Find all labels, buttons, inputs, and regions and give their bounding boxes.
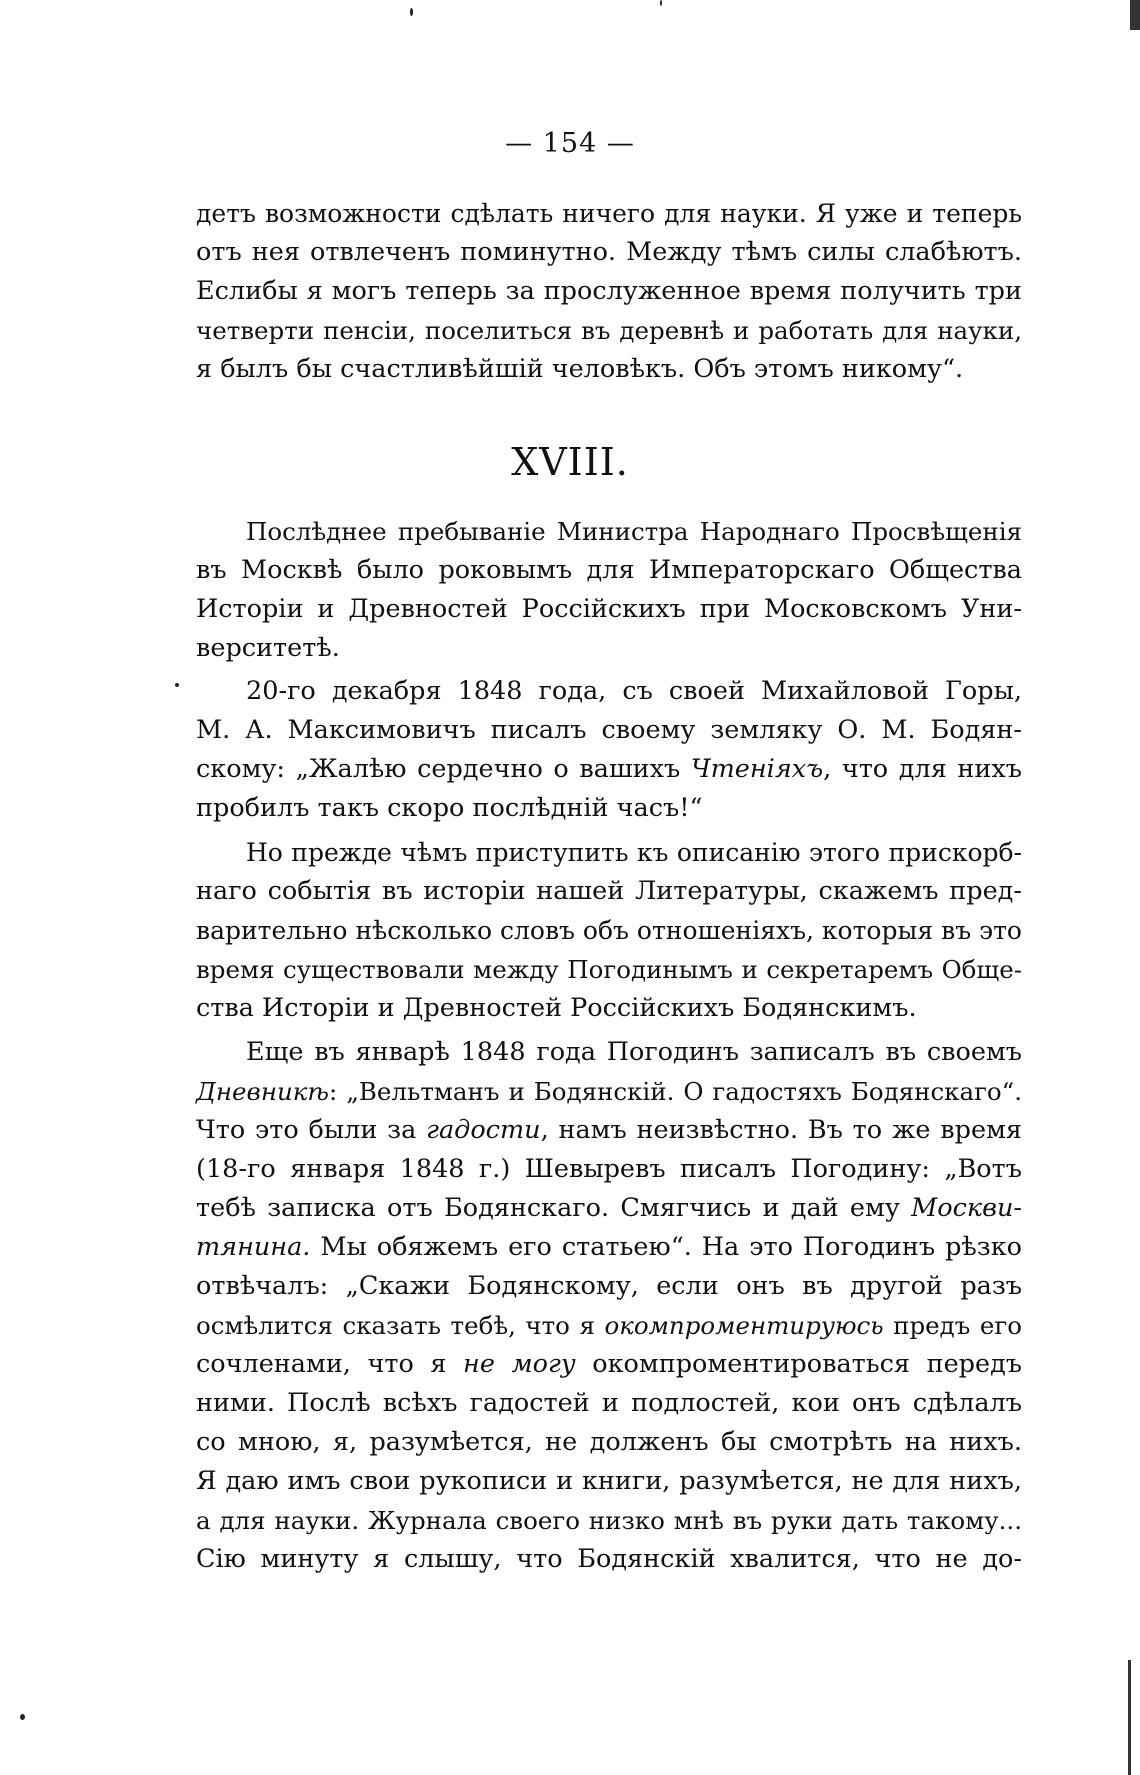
scan-speck [660,0,662,6]
page-number: — 154 — [505,128,635,159]
text-run: , что для нихъ [823,754,1022,784]
text-line: ними. Послѣ всѣхъ гадостей и подлостей, кои онъ сдѣлалъ [196,1388,1022,1418]
text-line: (18-го января 1848 г.) Шевыревъ писалъ Погодину: „Вотъ [196,1154,1022,1184]
italic-term: Москви- [911,1193,1022,1223]
text-line [196,750,1022,789]
text-line: а для науки. Журнала своего низко мнѣ въ руки дать такому... [196,1506,1022,1535]
text-line: Сію минуту я слышу, что Бодянскій хвалится, что не до- [196,1544,1022,1574]
text-run: сочленами, что я [196,1349,464,1379]
text-line: въ Москвѣ было роковымъ для Императорскаго Общества [196,555,1022,585]
text-line: Послѣднее пребываніе Министра Народнаго Просвѣщенія [246,517,1022,546]
scan-edge-shadow [1128,1660,1131,1775]
text-run: : „Вельтманъ и Бодянскій. О гадостяхъ Бодянскаго“. [328,1077,1022,1106]
text-run: , намъ неизвѣстно. Въ то же время [540,1115,1022,1145]
text-line: Еще въ январѣ 1848 года Погодинъ записалъ въ своемъ [246,1037,1022,1067]
text-line: детъ возможности сдѣлать ничего для науки. Я уже и теперь [196,199,1022,228]
text-line: отъ нея отвлеченъ поминутно. Между тѣмъ силы слабѣютъ. [196,237,1022,267]
italic-term: не могу [463,1349,576,1379]
text-line: со мною, я, разумѣется, не долженъ бы смотрѣть на нихъ. [196,1427,1022,1457]
text-line: я былъ бы счастливѣйшій человѣкъ. Объ этомъ никому“. [196,354,964,384]
text-line: верситетѣ. [196,633,340,663]
scan-speck [20,1714,25,1720]
text-line: варительно нѣсколько словъ объ отношеніяхъ, которыя въ это [196,916,1022,945]
text-line: ства Исторіи и Древностей Россійскихъ Бодянскимъ. [196,993,917,1023]
text-line: время существовали между Погодинымъ и секретаремъ Обще- [196,955,1022,984]
text-line: 20-го декабря 1848 года, съ своей Михайловой Горы, [246,676,1022,706]
text-run: скому: „Жалѣю сердечно о вашихъ [196,754,691,784]
text-run: предъ его [883,1311,1022,1340]
scan-speck [175,683,179,687]
scan-edge-shadow [1130,0,1140,30]
italic-term: Дневникѣ [196,1077,329,1106]
text-line [196,1306,1022,1345]
text-line: Но прежде чѣмъ приступить къ описанію этого прискорб- [246,838,1022,867]
text-line: М. А. Максимовичъ писалъ своему земляку О. М. Бодян- [196,715,1022,745]
text-line: Я даю имъ свои рукописи и книги, разумѣется, не для нихъ, [196,1466,1022,1496]
italic-term: гадости [426,1115,541,1145]
text-line [196,1111,1022,1150]
text-run: Что это были за [196,1115,427,1145]
text-line [196,1228,1022,1267]
text-run: Мы обяжемъ его статьею“. На это Погодинъ рѣзко [310,1232,1022,1262]
italic-term: Чтеніяхъ [690,754,824,784]
chapter-heading: XVIII. [511,440,629,484]
text-line: наго событія въ исторіи нашей Литературы, скажемъ пред- [196,876,1022,906]
continuation-paragraph [196,194,1022,389]
text-run: окомпроментироваться передъ [575,1349,1023,1379]
paragraph-3 [196,833,1022,1028]
text-run: осмѣлится сказать тебѣ, что я [196,1311,605,1340]
italic-term: окомпроментируюсь [604,1311,884,1340]
text-line: четверти пенсіи, поселиться въ деревнѣ и работать для науки, [196,316,1022,345]
paragraph-2 [196,672,1022,828]
text-line [196,1189,1022,1228]
text-line [196,1072,1022,1111]
paragraph-1 [196,512,1022,668]
scan-speck [410,8,413,16]
italic-term: тянина. [196,1232,311,1262]
paragraph-4 [196,1033,1022,1579]
text-line: пробилъ такъ скоро послѣдній часъ!“ [196,793,703,823]
text-run: тебѣ записка отъ Бодянскаго. Смягчись и дай ему [196,1193,912,1223]
text-line: Еслибы я могъ теперь за прослуженное время получить три [196,276,1022,306]
text-line [196,1345,1022,1384]
text-line: отвѣчалъ: „Скажи Бодянскому, если онъ въ другой разъ [196,1271,1022,1301]
text-line: Исторіи и Древностей Россійскихъ при Московскомъ Уни- [196,594,1022,624]
